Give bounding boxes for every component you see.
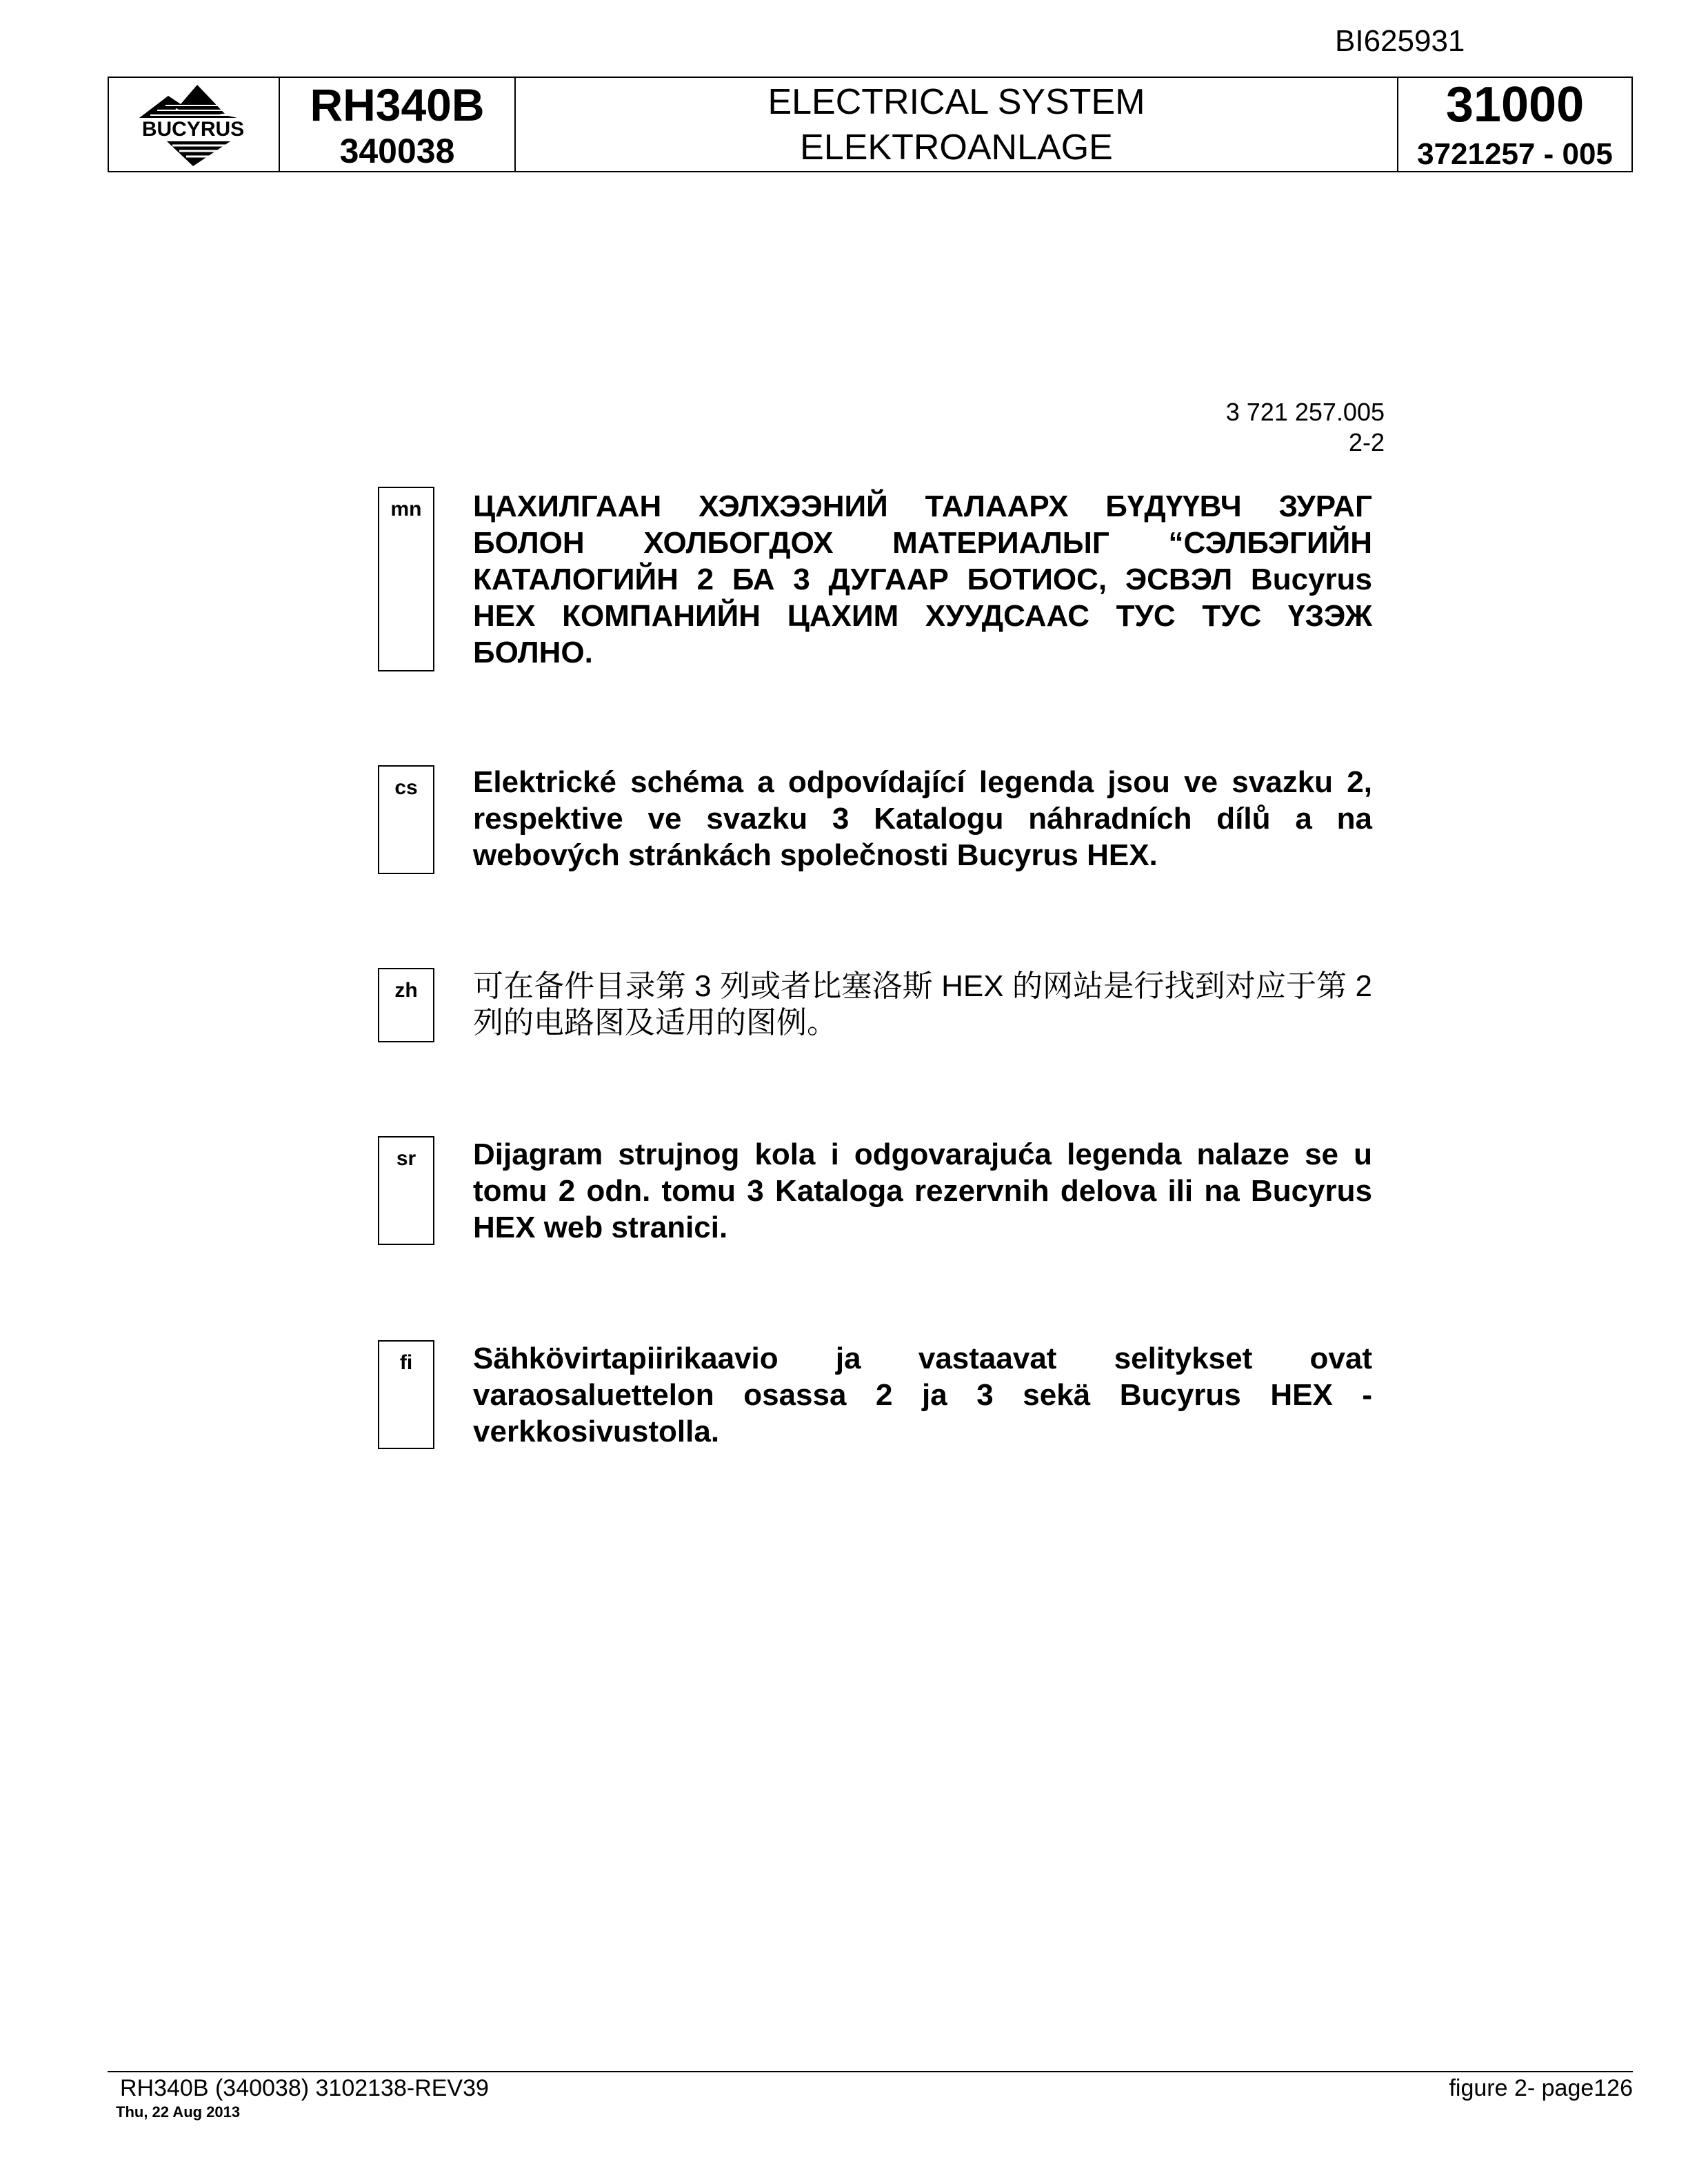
title-cell	[516, 78, 1398, 171]
footer-date: Thu, 22 Aug 2013	[116, 2103, 241, 2121]
model-number: 340038	[339, 132, 455, 170]
model-cell	[280, 78, 516, 171]
document-id: BI625931	[1335, 24, 1465, 58]
language-code-box: mn	[378, 487, 434, 671]
footer-page-ref: figure 2- page126	[1449, 2075, 1633, 2101]
section-number: 31000	[1445, 77, 1585, 132]
notice-paragraph: 可在备件目录第 3 列或者比塞洛斯 HEX 的网站是行找到对应于第 2 列的电路图及适用的图例。	[473, 969, 1372, 1040]
title-german: ELEKTROANLAGE	[800, 128, 1113, 168]
language-code-box: fi	[378, 1340, 434, 1449]
logo-wordmark: BUCYRUS	[141, 118, 245, 141]
footer-divider	[108, 2071, 1633, 2072]
reference-page: 2-2	[1348, 428, 1385, 456]
part-number: 3721257 - 005	[1417, 137, 1613, 171]
language-code-box: sr	[378, 1136, 434, 1245]
notice-paragraph: Elektrické schéma a odpovídající legenda jsou ve svazku 2, respektive ve svazku 3 Katalogu náhradních dílů a na webových stránkách společnosti Bucyrus HEX.	[473, 765, 1372, 872]
notice-paragraph: ЦАХИЛГААН ХЭЛХЭЭНИЙ ТАЛААРХ БҮДҮҮВЧ ЗУРАГ БОЛОН ХОЛБОГДОХ МАТЕРИАЛЫГ “СЭЛБЭГИЙН КАТАЛОГИЙН 2 БА 3 ДУГААР БОТИОС, ЭСВЭЛ Bucyrus HEX КОМПАНИЙН ЦАХИМ ХУУДСААС ТУС ТУС ҮЗЭЖ БОЛНО.	[473, 489, 1372, 669]
title-english: ELECTRICAL SYSTEM	[767, 82, 1145, 122]
language-code-box: cs	[378, 765, 434, 874]
footer-document-ref: RH340B (340038) 3102138-REV39	[120, 2075, 489, 2101]
notice-paragraph: Dijagram strujnog kola i odgovarajuća legenda nalaze se u tomu 2 odn. tomu 3 Kataloga rezervnih delova ili na Bucyrus HEX web stranici.	[473, 1138, 1372, 1244]
section-cell	[1398, 78, 1631, 171]
reference-block	[1226, 397, 1385, 458]
language-code-box: zh	[378, 968, 434, 1042]
logo-cell	[109, 78, 280, 171]
notice-paragraph: Sähkövirtapiirikaavio ja vastaavat selitykset ovat varaosaluettelon osassa 2 ja 3 sekä Bucyrus HEX -verkkosivustolla.	[473, 1342, 1372, 1448]
bucyrus-logo	[109, 78, 277, 171]
header-table	[108, 77, 1633, 172]
model-name: RH340B	[310, 79, 485, 130]
reference-number: 3 721 257.005	[1225, 398, 1385, 426]
